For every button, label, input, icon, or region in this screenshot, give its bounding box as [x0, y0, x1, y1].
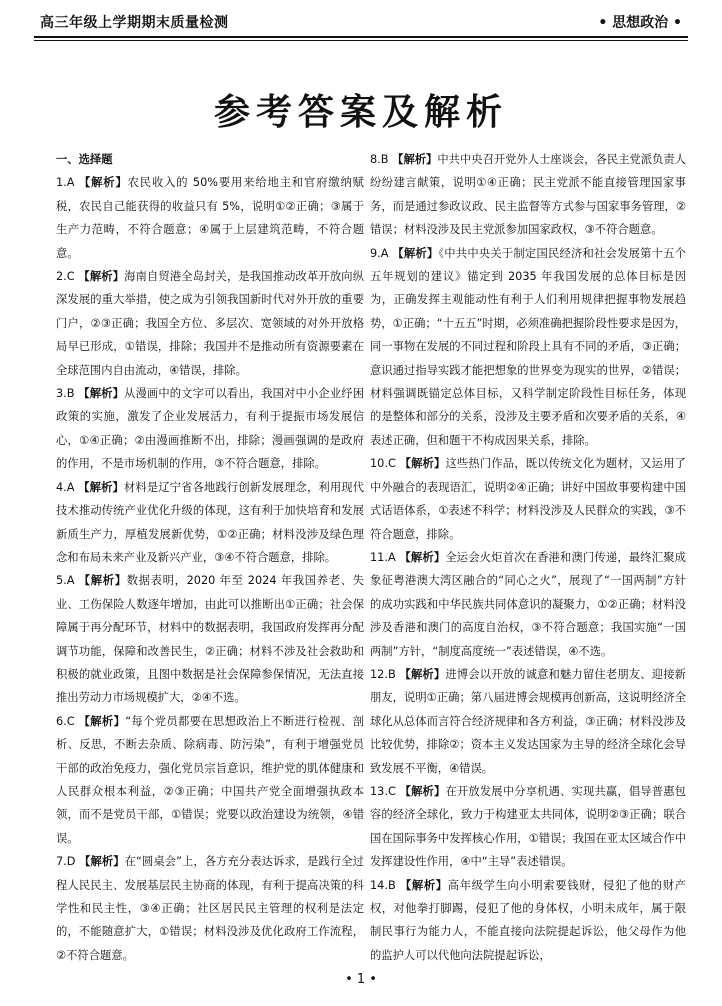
- answer-number: 9.: [370, 246, 381, 260]
- analysis-tag: 【解析】: [392, 153, 438, 166]
- analysis-tag: 【解析】: [399, 784, 446, 798]
- answer-number: 3.: [56, 387, 67, 401]
- answer-item: [370, 242, 686, 453]
- analysis-tag: 【解析】: [399, 457, 446, 471]
- answer-explanation: 这些热门作品，既以传统文化为题材，又运用了中外融合的表现语汇，说明②④正确；讲好中国故事要构建中国式话语体系，①表述不科学；材料没涉及人民群众的实践，③不符合题意，排除。: [370, 457, 686, 541]
- answer-item: [56, 171, 364, 265]
- answer-number: 13.: [370, 784, 388, 798]
- answer-item: [56, 850, 364, 967]
- analysis-tag: 【解析】: [399, 667, 446, 681]
- answer-item: [56, 710, 364, 850]
- answer-choice: A: [66, 480, 79, 494]
- answer-item: [370, 452, 686, 546]
- answer-item: [56, 382, 364, 476]
- answer-choice: B: [387, 667, 400, 681]
- answer-number: 4.: [56, 480, 67, 494]
- answer-choice: B: [387, 878, 400, 892]
- answer-number: 12.: [370, 667, 388, 681]
- answer-choice: B: [66, 387, 79, 401]
- answer-number: 7.: [56, 855, 67, 869]
- analysis-tag: 【解析】: [392, 246, 439, 260]
- page-number: • 1 •: [345, 972, 377, 987]
- answer-item: [56, 569, 364, 709]
- answer-explanation: 《中共中央关于制定国民经济和社会发展第十五个五年规划的建议》锚定到 2035 年我国发展的总体目标是因为，正确发挥主观能动性有利于人们利用规律把握事物发展趋势，①正确；“十五五”时期，必须准确把握阶段性要求是因为，同一事物在发展的不同过程和阶段上具有不同的矛盾，③正确；意识通过指导实践才能把想象的世界变为现实的世界，②错误；材料强调既锚定总体目标，又科学制定阶段性目标任务，体现的是整体和部分的关系，没涉及主要矛盾和次要矛盾的关系，④表述正确，但和题干不构成因果关系，排除。: [370, 246, 686, 447]
- answer-choice: D: [66, 855, 80, 869]
- answer-choice: B: [380, 153, 393, 166]
- answer-explanation: 从漫画中的文字可以看出，我国对中小企业纾困政策的实施，激发了企业发展活力，有利于提振市场发展信心，①④正确；②由漫画推断不出，排除；漫画强调的是政府的作用，不是市场机制的作用，③不符合题意，排除。: [56, 387, 364, 471]
- answer-item: [370, 874, 686, 968]
- answer-choice: A: [66, 574, 79, 588]
- answer-choice: A: [380, 246, 393, 260]
- answer-item: [370, 546, 686, 663]
- answer-item: [370, 780, 686, 874]
- analysis-tag: 【解析】: [399, 878, 448, 892]
- answer-explanation: 海南自贸港全岛封关，是我国推动改革开放向纵深发展的重大举措，使之成为引领我国新时代对外开放的重要门户，②③正确；我国全方位、多层次、宽领域的对外开放格局早已形成，①错误，排除；我国并不是推动所有资源要素在全球范围内自由流动，④错误，排除。: [56, 270, 364, 377]
- analysis-tag: 【解析】: [79, 855, 125, 869]
- answer-choice: A: [387, 550, 400, 564]
- page-header: [34, 12, 688, 36]
- analysis-tag: 【解析】: [78, 387, 125, 401]
- answer-explanation: 全运会火炬首次在香港和澳门传递，最终汇聚成象征粤港澳大湾区融合的“同心之火”，展现了“一国两制”方针的成功实践和中华民族共同体意识的凝聚力，①②正确；材料没涉及香港和澳门的高度自治权，③不符合题意；我国实施“一国两制”方针，“制度高度统一”表述错误，④不选。: [370, 550, 686, 658]
- answer-number: 6.: [56, 714, 67, 728]
- analysis-tag: 【解析】: [78, 714, 126, 728]
- answer-number: 5.: [56, 574, 67, 588]
- left-column: [56, 148, 364, 967]
- answer-explanation: 农民收入的 50%要用来给地主和官府缴纳赋税，农民自己能获得的收益只有 5%，说明①②正确；③属于生产力范畴，不符合题意；④属于上层建筑范畴，不符合题意。: [56, 176, 364, 260]
- answer-choice: C: [66, 270, 79, 284]
- analysis-tag: 【解析】: [78, 176, 128, 190]
- answer-explanation: 数据表明，2020 年至 2024 年我国养老、失业、工伤保险人数逐年增加，由此可以推断出①正确；社会保障属于再分配环节，材料中的数据表明，我国政府发挥再分配调节功能，保障和改善民生，②正确；材料不涉及社会救助和积极的就业政策，且图中数据是社会保障参保情况，无法直接推出劳动力市场规模扩大，②④不选。: [56, 574, 364, 705]
- answer-explanation: 中共中央召开党外人士座谈会，各民主党派负责人纷纷建言献策，说明①④正确；民主党派不能直接管理国家事务，而是通过参政议政、民主监督等方式参与国家事务管理，②错误；材料没涉及民主党派参加国家政权，③不符合题意。: [370, 153, 686, 237]
- analysis-tag: 【解析】: [399, 550, 446, 564]
- answer-choice: C: [66, 714, 79, 728]
- section-heading: 一、选择题: [56, 153, 113, 166]
- page-title: 参考答案及解析: [213, 92, 508, 133]
- answer-explanation: 在开放发展中分享机遇、实现共赢，倡导普惠包容的经济全球化，致力于构建亚太共同体，说明②③正确；联合国在国际事务中发挥核心作用，①错误；我国在亚太区域合作中发挥建设性作用，④中“主导”表述错误。: [370, 784, 686, 869]
- answer-choice: C: [387, 457, 400, 471]
- header-rule: [34, 36, 688, 38]
- answer-item: [370, 148, 686, 242]
- answer-number: 1.: [56, 176, 67, 190]
- answer-explanation: 在“圆桌会”上，各方充分表达诉求，是践行全过程人民民主、发展基层民主协商的体现，有利于提高决策的科学性和民主性，③④正确；社区居民民主管理的权利是法定的，不能随意扩大，①错误；材料没涉及优化政府工作流程，②不符合题意。: [56, 855, 364, 962]
- analysis-tag: 【解析】: [78, 574, 127, 588]
- answer-number: 14.: [370, 878, 388, 892]
- answer-number: 11.: [370, 550, 388, 564]
- answer-choice: C: [387, 784, 400, 798]
- answer-number: 8.: [370, 153, 381, 166]
- answer-explanation: 高年级学生向小明索要钱财，侵犯了他的财产权，对他拳打脚踢，侵犯了他的身体权，小明未成年，属于限制民事行为能力人，不能直接向法院提起诉讼，他父母作为他的监护人可以代他向法院提起诉讼，: [370, 878, 686, 962]
- answer-choice: A: [66, 176, 79, 190]
- header-subject: • 思想政治 •: [598, 15, 682, 31]
- right-column: [370, 148, 686, 967]
- answer-item: [56, 476, 364, 570]
- answer-item: [56, 265, 364, 382]
- header-exam-title: 高三年级上学期期末质量检测: [40, 15, 229, 31]
- header-rule-thin: [34, 40, 688, 41]
- analysis-tag: 【解析】: [78, 270, 125, 284]
- answer-explanation: 进博会以开放的诚意和魅力留住老朋友、迎接新朋友，说明①正确；第八届进博会规模再创新高，这说明经济全球化从总体而言符合经济规律和各方利益，③正确；材料没涉及比较优势，排除②；资本主义发达国家为主导的经济全球化会导致发展不平衡，④错误。: [370, 667, 686, 775]
- analysis-tag: 【解析】: [78, 480, 124, 494]
- answer-explanation: “每个党员都要在思想政治上不断进行检视、剖析、反思，不断去杂质、除病毒、防污染”，有利于增强党员干部的政治免疫力，强化党员宗旨意识，维护党的肌体健康和人民群众根本利益，②③正确；中国共产党全面增强执政本领，而不是党员干部，①错误；党要以政治建设为统领，④错误。: [56, 714, 364, 845]
- answer-number: 2.: [56, 270, 67, 284]
- answer-explanation: 材料是辽宁省各地践行创新发展理念，利用现代技术推动传统产业优化升级的体现，这有利于加快培育和发展新质生产力，厚植发展新优势，①②正确；材料没涉及绿色理念和布局未来产业及新兴产业，③④不符合题意，排除。: [56, 480, 364, 564]
- answer-item: [370, 663, 686, 780]
- answer-number: 10.: [370, 457, 388, 471]
